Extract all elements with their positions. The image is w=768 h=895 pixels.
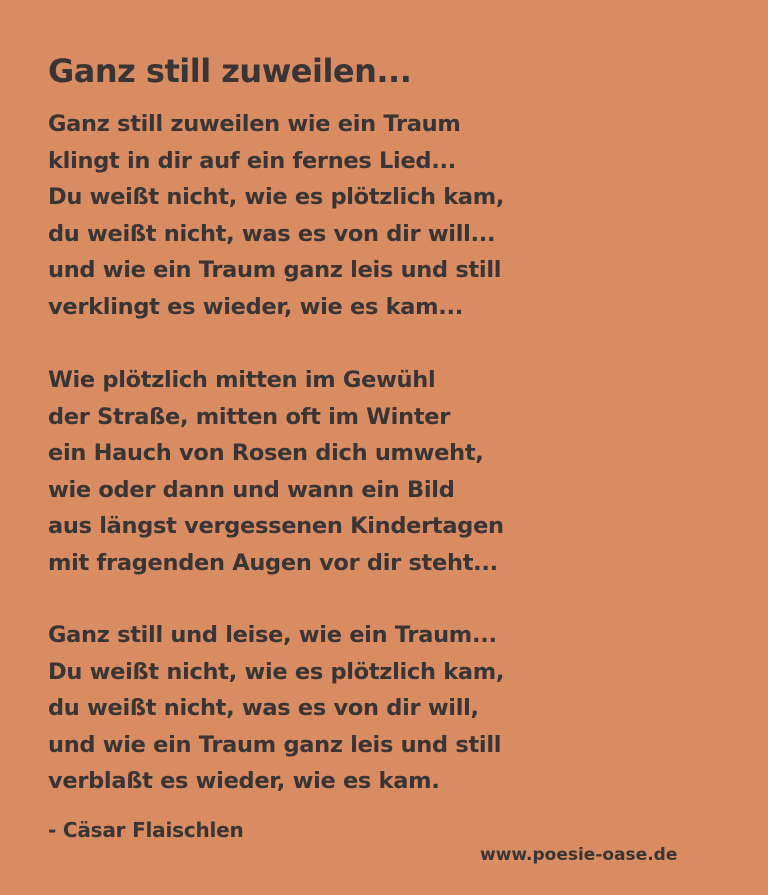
- poem-line: mit fragenden Augen vor dir steht...: [48, 549, 498, 576]
- poem-line: der Straße, mitten oft im Winter: [48, 403, 451, 430]
- poem-line: Ganz still und leise, wie ein Traum...: [48, 622, 497, 648]
- poem-title: Ganz still zuweilen...: [48, 52, 412, 90]
- poem-line: und wie ein Traum ganz leis und still: [48, 731, 502, 758]
- stanza-3: [48, 617, 504, 800]
- poem-line: Du weißt nicht, wie es plötzlich kam,: [48, 658, 505, 685]
- poem-line: verklingt es wieder, wie es kam...: [48, 293, 464, 320]
- poem-line: du weißt nicht, was es von dir will,: [48, 695, 479, 722]
- stanza-2: [48, 362, 504, 582]
- poem-line: Du weißt nicht, wie es plötzlich kam,: [48, 184, 505, 211]
- stanza-1: [48, 106, 504, 326]
- poem-line: verblaßt es wieder, wie es kam.: [48, 768, 440, 795]
- poem-line: aus längst vergessenen Kindertagen: [48, 513, 504, 540]
- poem-line: klingt in dir auf ein fernes Lied...: [48, 147, 456, 174]
- poem-line: ein Hauch von Rosen dich umweht,: [48, 440, 484, 467]
- poem-line: und wie ein Traum ganz leis und still: [48, 257, 502, 284]
- poem-line: Wie plötzlich mitten im Gewühl: [48, 367, 436, 393]
- poem-author: - Cäsar Flaischlen: [48, 818, 244, 842]
- website-watermark: www.poesie-oase.de: [480, 845, 678, 865]
- poem-line: Ganz still zuweilen wie ein Traum: [48, 111, 461, 137]
- poem-line: du weißt nicht, was es von dir will...: [48, 220, 496, 247]
- poem-line: wie oder dann und wann ein Bild: [48, 476, 455, 503]
